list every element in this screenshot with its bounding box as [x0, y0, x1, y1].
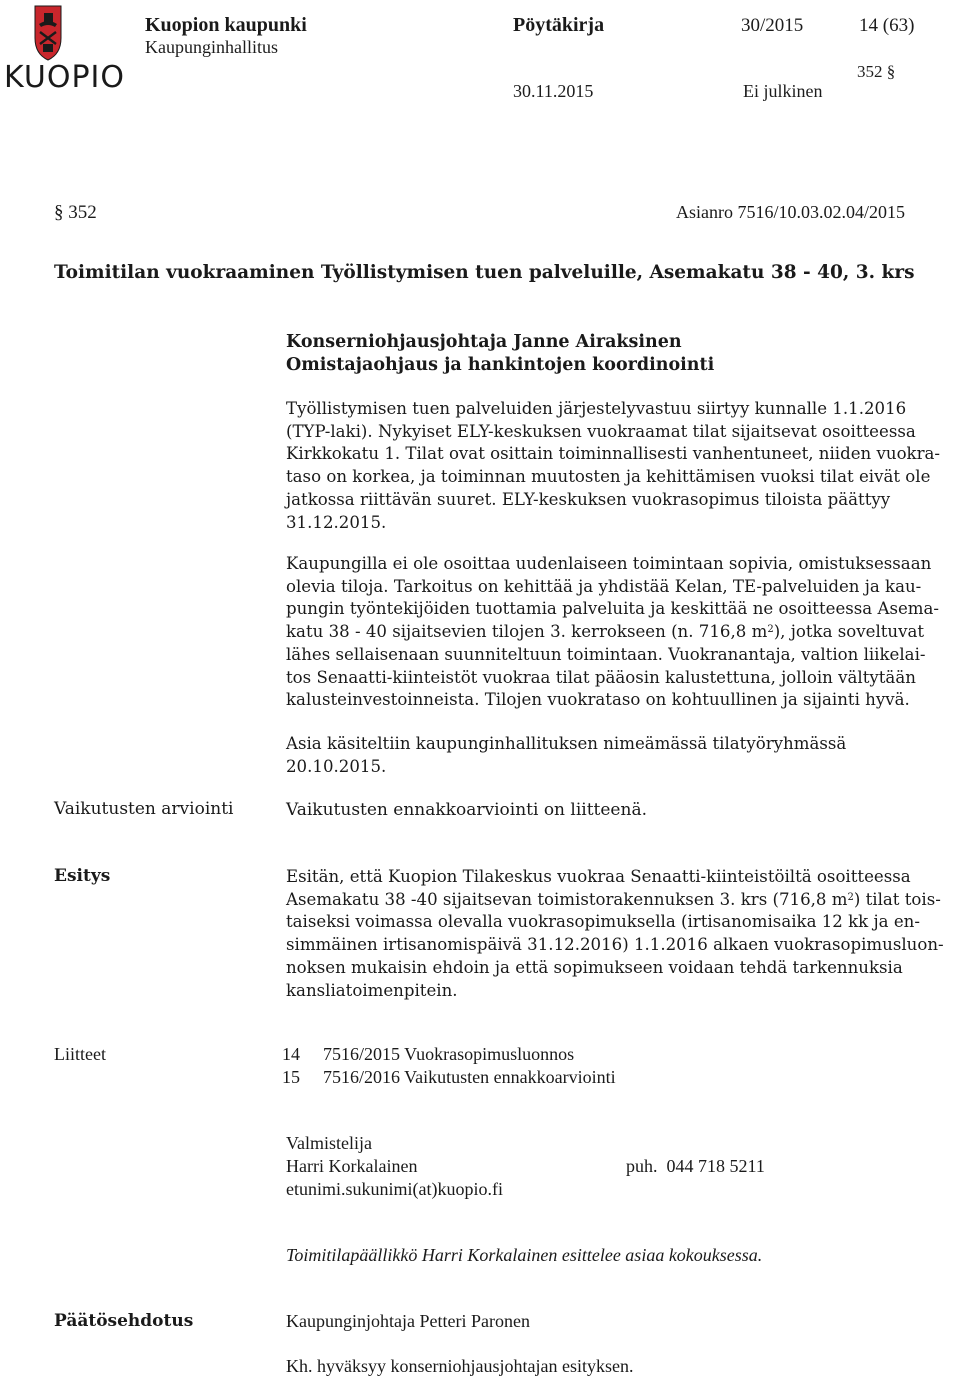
presenter-name: Konserniohjausjohtaja Janne Airaksinen [286, 332, 682, 352]
text-fragment: katu 38 - 40 sijaitsevien tilojen 3. kerrokseen (n. 716,8 m [286, 622, 768, 642]
attachment-item: 7516/2016 Vaikutusten ennakkoarviointi [323, 1067, 616, 1087]
text-line: Asia käsiteltiin kaupunginhallituksen nimeämässä tilatyöryhmässä [286, 734, 847, 753]
text-line: Kirkkokatu 1. Tilat ovat osittain toiminnallisesti vanhentuneet, niiden vuokra- [286, 444, 941, 464]
text-line: 20.10.2015. [286, 756, 387, 776]
attachment-number: 15 [282, 1067, 300, 1087]
text-line: Työllistymisen tuen palveluiden järjestelyvastuu siirtyy kunnalle 1.1.2016 [286, 399, 907, 418]
decision-proposal-label: Päätösehdotus [54, 1311, 194, 1331]
text-line: taso on korkea, ja toiminnan muutosten ja kehittämisen vuoksi tilat eivät ole [286, 467, 931, 487]
text-line: pungin työntekijöiden tuottamia palveluita ja keskittää ne osoitteessa Asema- [286, 599, 940, 619]
proposal-label: Esitys [54, 866, 111, 886]
section-number: § 352 [54, 202, 97, 223]
text-line: jatkossa riittävän suuret. ELY-keskuksen vuokrasopimus tiloista päättyy [286, 489, 891, 509]
doc-type: Pöytäkirja [513, 14, 605, 36]
text-line: tos Senaatti-kiinteistöt vuokraa tilat pääosin kalustettuna, jolloin vältytään [286, 667, 916, 687]
attachments-label: Liitteet [54, 1044, 106, 1064]
section-ref: 352 § [857, 62, 896, 81]
text-line: kalusteinvestoinneista. Tilojen vuokrataso on kohtuullinen ja sijainti hyvä. [286, 690, 910, 710]
impact-text: Vaikutusten ennakkoarviointi on liitteenä. [286, 800, 647, 820]
text-line: kansliatoimenpitein. [286, 980, 458, 1000]
text-line: Esitän, että Kuopion Tilakeskus vuokraa Senaatti-kiinteistöiltä osoitteessa [286, 867, 911, 886]
text-line: lähes sellaisenaan suunniteltuun toimintaan. Vuokranantaja, valtion liikelai- [286, 644, 926, 664]
text-line: olevia tiloja. Tarkoitus on kehittää ja yhdistää Kelan, TE-palveluiden ja kau- [286, 576, 922, 596]
body-name: Kaupunginhallitus [145, 37, 278, 57]
attachment-item: 7516/2015 Vuokrasopimusluonnos [323, 1044, 575, 1064]
section-title: Toimitilan vuokraaminen Työllistymisen tuen palveluille, Asemakatu 38 - 40, 3. krs [54, 262, 915, 283]
rationale-paragraph [286, 553, 950, 712]
logo-wordmark: KUOPIO [4, 60, 125, 95]
text-fragment: Asemakatu 38 -40 sijaitsevan toimistorakennuksen 3. krs (716,8 m [286, 889, 848, 909]
text-line: (TYP-laki). Nykyiset ELY-keskuksen vuokraamat tilat sijaitsevat osoitteessa [286, 421, 916, 441]
text-fragment: ) tilat tois- [853, 889, 941, 909]
preparer-name: Harri Korkalainen [286, 1156, 418, 1176]
superscript: 2 [767, 624, 774, 636]
org-name: Kuopion kaupunki [145, 14, 307, 36]
proposal-paragraph [286, 866, 950, 1002]
publicity-status: Ei julkinen [743, 81, 823, 101]
case-number: Asianro 7516/10.03.02.04/2015 [676, 202, 905, 222]
background-paragraph [286, 398, 950, 534]
text-line [286, 889, 950, 912]
working-group-paragraph [286, 733, 950, 778]
kuopio-logo [4, 4, 125, 95]
preparer-phone: puh. 044 718 5211 [626, 1156, 765, 1176]
doc-number: 30/2015 [741, 15, 804, 36]
proposer-name: Kaupunginjohtaja Petteri Paronen [286, 1311, 530, 1331]
text-line: simmäinen irtisanomispäivä 31.12.2016) 1.1.2016 alkaen vuokrasopimusluon- [286, 935, 944, 955]
text-line: taiseksi voimassa olevalla vuokrasopimuksella (irtisanomisaika 12 kk ja en- [286, 912, 920, 932]
text-line [286, 621, 950, 644]
attachment-number: 14 [282, 1044, 300, 1064]
text-fragment: ), jotka soveltuvat [773, 622, 925, 642]
superscript: 2 [847, 891, 854, 903]
text-line: 31.12.2015. [286, 512, 387, 532]
presentation-note: Toimitilapäällikkö Harri Korkalainen esittelee asiaa kokouksessa. [286, 1245, 763, 1265]
decision-text: Kh. hyväksyy konserniohjausjohtajan esityksen. [286, 1356, 634, 1376]
text-line: noksen mukaisin ehdoin ja että sopimukseen voidaan tehdä tarkennuksia [286, 957, 903, 977]
page-info: 14 (63) [859, 15, 915, 36]
impact-label: Vaikutusten arviointi [54, 799, 234, 819]
presenter-unit: Omistajaohjaus ja hankintojen koordinointi [286, 355, 715, 375]
text-line: Kaupungilla ei ole osoittaa uudenlaiseen toimintaan sopivia, omistuksessaan [286, 554, 932, 573]
meeting-date: 30.11.2015 [513, 81, 594, 101]
preparer-email: etunimi.sukunimi(at)kuopio.fi [286, 1179, 503, 1199]
preparer-role: Valmistelija [286, 1133, 372, 1153]
